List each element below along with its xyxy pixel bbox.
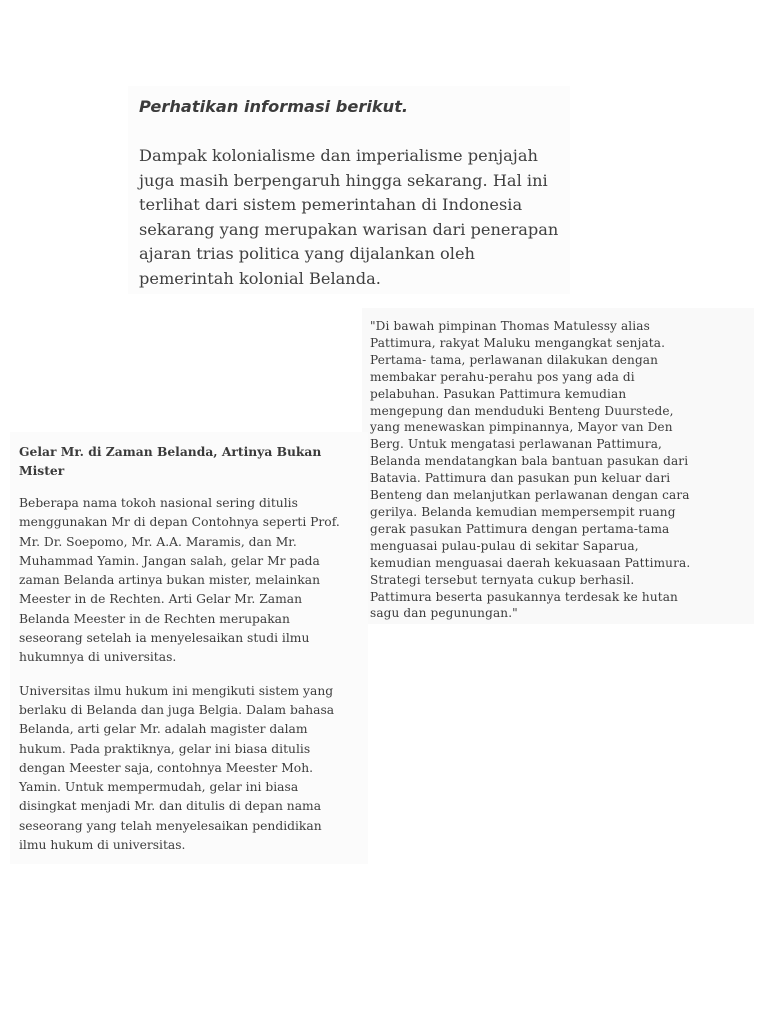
quotation-block: [362, 308, 754, 624]
article-paragraph: Beberapa nama tokoh nasional sering ditulis menggunakan Mr di depan Contohnya seperti Prof. Mr. Dr. Soepomo, Mr. A.A. Maramis, dan Mr. Muhammad Yamin. Jangan salah, gelar Mr pada zaman Belanda artinya bukan mister, melainkan Meester in de Rechten. Arti Gelar Mr. Zaman Belanda Meester in de Rechten merupakan seseorang setelah ia menyelesaikan studi ilmu hukumnya di universitas.: [19, 496, 340, 665]
passage-text: Dampak kolonialisme dan imperialisme penjajah juga masih berpengaruh hingga sekarang. Hal ini terlihat dari sistem pemerintahan di Indonesia sekarang yang merupakan warisan dari penerapan ajaran trias politica yang dijalankan oleh pemerintah kolonial Belanda.: [139, 146, 559, 288]
instruction-passage-block: [128, 86, 570, 294]
article-title: Gelar Mr. di Zaman Belanda, Artinya Bukan Mister: [19, 444, 322, 478]
article-block: [10, 432, 368, 864]
quotation-text: "Di bawah pimpinan Thomas Matulessy alias Pattimura, rakyat Maluku mengangkat senjata. Pertama- tama, perlawanan dilakukan dengan membakar perahu-perahu pos yang ada di pelabuhan. Pasukan Pattimura kemudian mengepung dan menduduki Benteng Duurstede, yang menewaskan pimpinannya, Mayor van Den Berg. Untuk mengatasi perlawanan Pattimura, Belanda mendatangkan bala bantuan pasukan dari Batavia. Pattimura dan pasukan pun keluar dari Benteng dan melanjutkan perlawanan dengan cara gerilya. Belanda kemudian mempersempit ruang gerak pasukan Pattimura dengan pertama-tama menguasai pulau-pulau di sekitar Saparua, kemudian menguasai daerah kekuasaan Pattimura. Strategi tersebut ternyata cukup berhasil. Pattimura beserta pasukannya terdesak ke hutan sagu dan pegunungan.": [370, 319, 691, 621]
instruction-heading: Perhatikan informasi berikut.: [139, 97, 409, 116]
article-paragraph: Universitas ilmu hukum ini mengikuti sistem yang berlaku di Belanda dan juga Belgia. Dalam bahasa Belanda, arti gelar Mr. adalah magister dalam hukum. Pada praktiknya, gelar ini biasa ditulis dengan Meester saja, contohnya Meester Moh. Yamin. Untuk mempermudah, gelar ini biasa disingkat menjadi Mr. dan ditulis di depan nama seseorang yang telah menyelesaikan pendidikan ilmu hukum di universitas.: [19, 683, 335, 853]
